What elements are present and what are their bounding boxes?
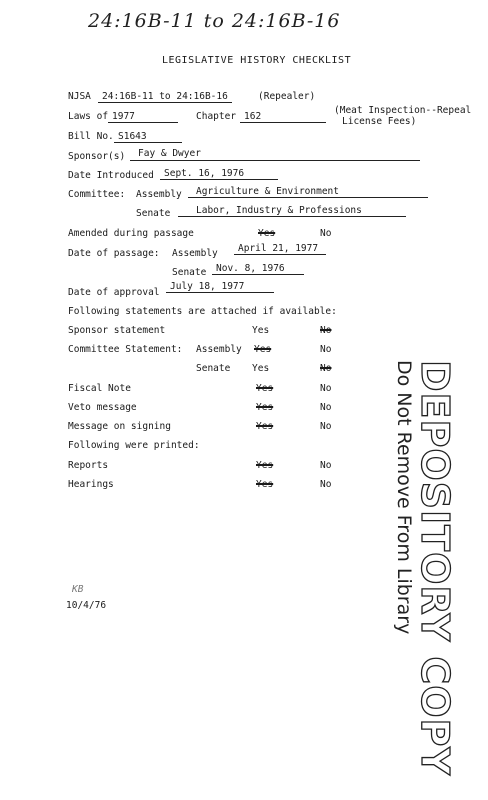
sponsor-value: Fay & Dwyer bbox=[138, 148, 201, 159]
passage-assembly-value: April 21, 1977 bbox=[234, 243, 326, 255]
date-introduced-label: Date Introduced bbox=[68, 170, 154, 181]
subject-note-line1: (Meat Inspection--Repeal bbox=[334, 105, 472, 116]
signing-message-no: No bbox=[320, 421, 332, 432]
date-introduced-value: Sept. 16, 1976 bbox=[160, 168, 278, 180]
passage-assembly-label: Assembly bbox=[172, 248, 218, 259]
committee-statement-senate-no: No bbox=[320, 363, 332, 374]
hearings-no: No bbox=[320, 479, 332, 490]
handwritten-header: 24:16B-11 to 24:16B-16 bbox=[88, 10, 341, 32]
passage-senate-value: Nov. 8, 1976 bbox=[212, 263, 304, 275]
fiscal-note-label: Fiscal Note bbox=[68, 383, 131, 394]
hearings-label: Hearings bbox=[68, 479, 114, 490]
veto-message-no: No bbox=[320, 402, 332, 413]
bill-value: S1643 bbox=[114, 131, 182, 143]
fiscal-note-yes: Yes bbox=[256, 383, 274, 394]
printed-heading: Following were printed: bbox=[68, 440, 200, 451]
njsa-note: (Repealer) bbox=[258, 91, 316, 102]
bill-label: Bill No. bbox=[68, 131, 114, 142]
committee-statement-assembly-label: Assembly bbox=[196, 344, 242, 355]
committee-assembly-label: Assembly bbox=[136, 189, 182, 200]
committee-senate-line bbox=[178, 216, 406, 217]
passage-label: Date of passage: bbox=[68, 248, 160, 259]
sponsor-statement-yes: Yes bbox=[252, 325, 270, 336]
passage-senate-label: Senate bbox=[172, 267, 207, 278]
stamp-line1: DEPOSITORY COPY bbox=[413, 360, 457, 776]
reports-yes: Yes bbox=[256, 460, 274, 471]
page-title: LEGISLATIVE HISTORY CHECKLIST bbox=[162, 55, 352, 66]
veto-message-label: Veto message bbox=[68, 402, 137, 413]
committee-statement-senate-yes: Yes bbox=[252, 363, 270, 374]
sponsor-label: Sponsor(s) bbox=[68, 151, 126, 162]
chapter-value: 162 bbox=[240, 111, 326, 123]
sponsor-line bbox=[130, 160, 420, 161]
sponsor-statement-label: Sponsor statement bbox=[68, 325, 166, 336]
committee-statement-assembly-no: No bbox=[320, 344, 332, 355]
footer-initials: KB bbox=[72, 584, 84, 595]
approval-label: Date of approval bbox=[68, 287, 160, 298]
reports-no: No bbox=[320, 460, 332, 471]
footer-date: 10/4/76 bbox=[66, 600, 107, 611]
attached-heading: Following statements are attached if available: bbox=[68, 306, 337, 317]
reports-label: Reports bbox=[68, 460, 109, 471]
hearings-yes: Yes bbox=[256, 479, 274, 490]
laws-year: 1977 bbox=[108, 111, 178, 123]
depository-stamp bbox=[393, 360, 455, 776]
committee-label: Committee: bbox=[68, 189, 126, 200]
committee-senate-label: Senate bbox=[136, 208, 171, 219]
committee-statement-label: Committee Statement: bbox=[68, 344, 183, 355]
subject-note-line2: License Fees) bbox=[342, 116, 417, 127]
committee-assembly-value: Agriculture & Environment bbox=[196, 186, 339, 197]
amended-label: Amended during passage bbox=[68, 228, 194, 239]
approval-value: July 18, 1977 bbox=[166, 281, 274, 293]
njsa-label: NJSA bbox=[68, 91, 91, 102]
fiscal-note-no: No bbox=[320, 383, 332, 394]
signing-message-label: Message on signing bbox=[68, 421, 171, 432]
njsa-value: 24:16B-11 to 24:16B-16 bbox=[98, 91, 232, 103]
committee-statement-senate-label: Senate bbox=[196, 363, 231, 374]
stamp-line2: Do Not Remove From Library bbox=[393, 360, 415, 635]
amended-yes: Yes bbox=[258, 228, 276, 239]
signing-message-yes: Yes bbox=[256, 421, 274, 432]
amended-no: No bbox=[320, 228, 332, 239]
chapter-label: Chapter bbox=[196, 111, 237, 122]
sponsor-statement-no: No bbox=[320, 325, 332, 336]
subject-note bbox=[334, 105, 471, 127]
committee-assembly-line bbox=[188, 197, 428, 198]
veto-message-yes: Yes bbox=[256, 402, 274, 413]
committee-senate-value: Labor, Industry & Professions bbox=[196, 205, 362, 216]
laws-label: Laws of bbox=[68, 111, 109, 122]
committee-statement-assembly-yes: Yes bbox=[254, 344, 272, 355]
